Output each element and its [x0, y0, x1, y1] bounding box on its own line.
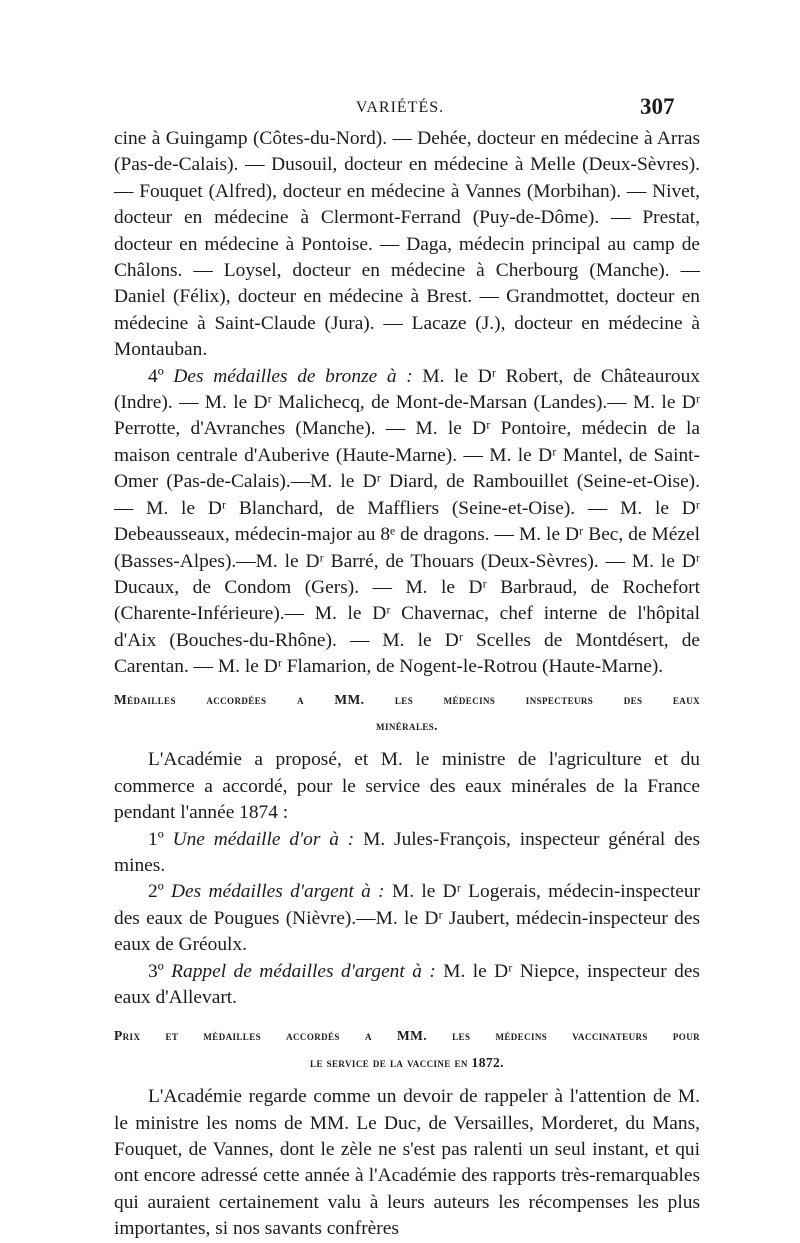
- paragraph-bronze-medals: [114, 364, 700, 681]
- item-text: M. Jules-François, inspecteur général des mines.: [114, 828, 700, 876]
- item-lead-italic: Des médailles de bronze à :: [173, 365, 413, 387]
- item-number: 2º: [148, 881, 164, 903]
- section-heading-vaccinators-cont: le service de la vaccine en 1872.: [310, 1054, 504, 1070]
- paragraph-gold-medal-list-continued: cine à Guingamp (Côtes-du-Nord). — Dehée, docteur en médecine à Arras (Pas-de-Calais). — Dusouil, docteur en médecine à Melle (Deux-Sèvres). — Fouquet (Alfred), docteur en médecine à Vannes (Morbihan). — Nivet, docteur en médecine à Clermont-Ferrand (Puy-de-Dôme). — Prestat, docteur en médecine à Pontoise. — Daga, médecin principal au camp de Châlons. — Loysel, docteur en médecine à Cherbourg (Manche). — Daniel (Félix), docteur en médecine à Brest. — Grandmottet, docteur en médecine à Saint-Claude (Jura). — Lacaze (J.), docteur en médecine à Montauban.: [114, 128, 700, 361]
- item-text: M. le Dʳ Logerais, médecin-inspecteur des eaux de Pougues (Nièvre).—M. le Dʳ Jaubert, médecin-inspecteur des eaux de Gréoulx.: [114, 881, 700, 956]
- paragraph-vaccinators: L'Académie regarde comme un devoir de rappeler à l'attention de M. le ministre les noms de MM. Le Duc, de Versailles, Morderet, du Mans, Fouquet, de Vannes, dont le zèle ne s'est pas ralenti un seul instant, et qui ont encore adressé cette année à l'Académie des rapports très-remarquables qui auraient certainement valu à leurs auteurs les récompenses les plus importantes, si nos savants confrères: [114, 1086, 700, 1240]
- running-title: VARIÉTÉS.: [355, 99, 445, 116]
- item-lead-italic: Des médailles d'argent à :: [171, 881, 385, 903]
- section-heading-mineral-waters: Médailles accordées a MM. les médecins inspecteurs des eaux: [114, 691, 700, 707]
- item-number: 4º: [148, 365, 164, 387]
- page-number: 307: [640, 94, 675, 119]
- section-heading-mineral-waters-cont: minérales.: [376, 717, 438, 733]
- item-lead-italic: Une médaille d'or à :: [172, 828, 355, 850]
- list-item-gold-medal: [114, 827, 700, 880]
- item-number: 1º: [148, 828, 164, 850]
- body-text: [114, 126, 700, 1243]
- section-heading-vaccinators: Prix et médailles accordés a MM. les médecins vaccinateurs pour: [114, 1028, 700, 1044]
- item-lead-italic: Rappel de médailles d'argent à :: [171, 960, 436, 982]
- list-item-silver-medals: [114, 879, 700, 958]
- item-text: M. le Dʳ Niepce, inspecteur des eaux d'Allevart.: [114, 960, 700, 1008]
- paragraph-mineral-waters-intro: L'Académie a proposé, et M. le ministre de l'agriculture et du commerce a accordé, pour le service des eaux minérales de la France pendant l'année 1874 :: [114, 749, 700, 824]
- list-item-silver-medal-recall: [114, 959, 700, 1012]
- item-number: 3º: [148, 960, 164, 982]
- item-text: M. le Dʳ Robert, de Châteauroux (Indre). — M. le Dʳ Malichecq, de Mont-de-Marsan (Landes).— M. le Dʳ Perrotte, d'Avranches (Manche). — M. le Dʳ Pontoire, médecin de la maison centrale d'Auberive (Haute-Marne). — M. le Dʳ Mantel, de Saint-Omer (Pas-de-Calais).—M. le Dʳ Diard, de Rambouillet (Seine-et-Oise). — M. le Dʳ Blanchard, de Maffliers (Seine-et-Oise). — M. le Dʳ Debeausseaux, médecin-major au 8ᵉ de dragons. — M. le Dʳ Bec, de Mézel (Basses-Alpes).—M. le Dʳ Barré, de Thouars (Deux-Sèvres). — M. le Dʳ Ducaux, de Condom (Gers). — M. le Dʳ Barbraud, de Rochefort (Charente-Inférieure).— M. le Dʳ Chavernac, chef interne de l'hôpital d'Aix (Bouches-du-Rhône). — M. le Dʳ Scelles de Montdésert, de Carentan. — M. le Dʳ Flamarion, de Nogent-le-Rotrou (Haute-Marne).: [114, 365, 700, 678]
